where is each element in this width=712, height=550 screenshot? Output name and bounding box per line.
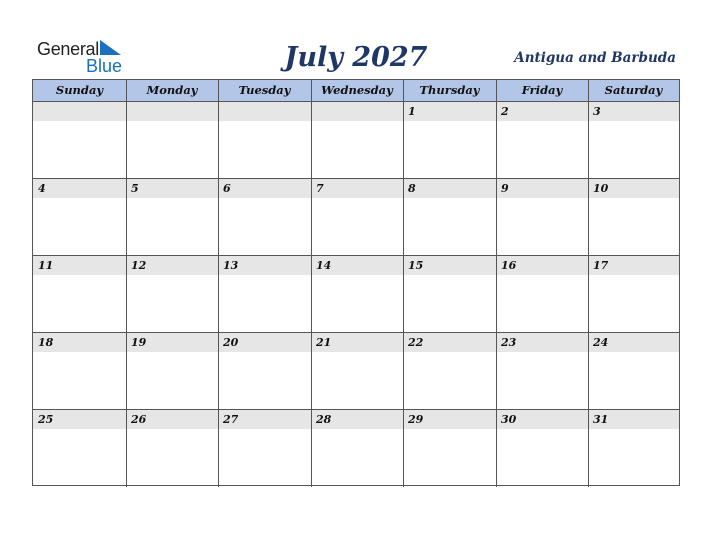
column-divider bbox=[126, 102, 127, 179]
column-divider bbox=[218, 102, 219, 179]
header-divider bbox=[588, 80, 589, 102]
day-number: 26 bbox=[131, 413, 147, 426]
day-number: 22 bbox=[408, 336, 424, 349]
day-cell[interactable] bbox=[588, 410, 679, 487]
column-divider bbox=[588, 256, 589, 333]
day-cell[interactable] bbox=[33, 102, 126, 179]
day-cell[interactable] bbox=[218, 333, 311, 410]
day-cell[interactable] bbox=[126, 410, 218, 487]
day-number: 17 bbox=[593, 259, 609, 272]
logo-text-general: General bbox=[37, 39, 99, 59]
weekday-monday: Monday bbox=[146, 83, 198, 97]
day-number: 15 bbox=[408, 259, 424, 272]
day-cell[interactable] bbox=[403, 179, 496, 256]
day-cell[interactable] bbox=[403, 102, 496, 179]
column-divider bbox=[496, 179, 497, 256]
column-divider bbox=[403, 102, 404, 179]
column-divider bbox=[496, 256, 497, 333]
day-number: 13 bbox=[223, 259, 239, 272]
header-divider bbox=[311, 80, 312, 102]
day-cell[interactable] bbox=[126, 179, 218, 256]
day-number: 31 bbox=[593, 413, 609, 426]
weekday-wednesday: Wednesday bbox=[321, 83, 393, 97]
weekday-header-row bbox=[33, 80, 679, 102]
column-divider bbox=[311, 256, 312, 333]
week-row bbox=[33, 256, 679, 333]
column-divider bbox=[126, 256, 127, 333]
day-number: 1 bbox=[408, 105, 416, 118]
week-row bbox=[33, 179, 679, 256]
day-cell[interactable] bbox=[311, 333, 403, 410]
weekday-saturday: Saturday bbox=[604, 83, 663, 97]
day-cell[interactable] bbox=[218, 256, 311, 333]
day-number: 25 bbox=[38, 413, 54, 426]
day-cell[interactable] bbox=[588, 333, 679, 410]
column-divider bbox=[496, 333, 497, 410]
day-cell[interactable] bbox=[126, 102, 218, 179]
day-cell[interactable] bbox=[403, 256, 496, 333]
day-cell[interactable] bbox=[33, 333, 126, 410]
day-cell[interactable] bbox=[311, 410, 403, 487]
column-divider bbox=[588, 179, 589, 256]
column-divider bbox=[218, 333, 219, 410]
calendar-title: July 2027 bbox=[284, 42, 428, 73]
day-number: 19 bbox=[131, 336, 147, 349]
column-divider bbox=[496, 102, 497, 179]
day-cell[interactable] bbox=[311, 256, 403, 333]
column-divider bbox=[588, 333, 589, 410]
column-divider bbox=[311, 333, 312, 410]
day-number: 30 bbox=[501, 413, 517, 426]
column-divider bbox=[126, 179, 127, 256]
day-number: 16 bbox=[501, 259, 517, 272]
day-number: 21 bbox=[316, 336, 332, 349]
column-divider bbox=[311, 102, 312, 179]
day-cell[interactable] bbox=[33, 179, 126, 256]
day-cell[interactable] bbox=[33, 410, 126, 487]
day-number: 23 bbox=[501, 336, 517, 349]
day-cell[interactable] bbox=[496, 410, 588, 487]
day-number: 29 bbox=[408, 413, 424, 426]
column-divider bbox=[311, 410, 312, 487]
day-cell[interactable] bbox=[496, 333, 588, 410]
header-divider bbox=[218, 80, 219, 102]
week-row bbox=[33, 102, 679, 179]
day-number: 5 bbox=[131, 182, 139, 195]
column-divider bbox=[218, 256, 219, 333]
day-number: 10 bbox=[593, 182, 609, 195]
day-number: 28 bbox=[316, 413, 332, 426]
column-divider bbox=[588, 102, 589, 179]
logo-text-blue: Blue bbox=[86, 56, 123, 76]
day-number: 3 bbox=[593, 105, 601, 118]
day-cell[interactable] bbox=[588, 256, 679, 333]
column-divider bbox=[311, 179, 312, 256]
column-divider bbox=[403, 410, 404, 487]
day-number: 27 bbox=[223, 413, 239, 426]
day-cell[interactable] bbox=[311, 102, 403, 179]
day-cell[interactable] bbox=[33, 256, 126, 333]
day-cell[interactable] bbox=[496, 179, 588, 256]
day-cell[interactable] bbox=[218, 102, 311, 179]
day-number: 9 bbox=[501, 182, 509, 195]
day-cell[interactable] bbox=[126, 256, 218, 333]
day-number: 12 bbox=[131, 259, 147, 272]
column-divider bbox=[218, 410, 219, 487]
day-cell[interactable] bbox=[311, 179, 403, 256]
day-number: 14 bbox=[316, 259, 332, 272]
column-divider bbox=[126, 410, 127, 487]
weekday-sunday: Sunday bbox=[55, 83, 104, 97]
day-cell[interactable] bbox=[403, 333, 496, 410]
day-cell[interactable] bbox=[588, 102, 679, 179]
day-number: 18 bbox=[38, 336, 54, 349]
week-row bbox=[33, 410, 679, 487]
column-divider bbox=[403, 179, 404, 256]
day-number: 4 bbox=[38, 182, 46, 195]
header-divider bbox=[403, 80, 404, 102]
calendar-grid bbox=[32, 79, 680, 486]
column-divider bbox=[588, 410, 589, 487]
day-number: 11 bbox=[38, 259, 54, 272]
day-cell[interactable] bbox=[496, 102, 588, 179]
day-cell[interactable] bbox=[126, 333, 218, 410]
day-number: 6 bbox=[223, 182, 231, 195]
weekday-tuesday: Tuesday bbox=[238, 83, 291, 97]
day-cell[interactable] bbox=[218, 410, 311, 487]
day-number: 2 bbox=[501, 105, 509, 118]
day-cell[interactable] bbox=[588, 179, 679, 256]
day-number: 24 bbox=[593, 336, 609, 349]
column-divider bbox=[218, 179, 219, 256]
column-divider bbox=[126, 333, 127, 410]
header-divider bbox=[126, 80, 127, 102]
day-cell[interactable] bbox=[496, 256, 588, 333]
day-number: 8 bbox=[408, 182, 416, 195]
header-divider bbox=[496, 80, 497, 102]
day-number: 20 bbox=[223, 336, 239, 349]
weekday-thursday: Thursday bbox=[419, 83, 480, 97]
column-divider bbox=[496, 410, 497, 487]
column-divider bbox=[403, 256, 404, 333]
week-row bbox=[33, 333, 679, 410]
weekday-friday: Friday bbox=[521, 83, 563, 97]
day-number: 7 bbox=[316, 182, 324, 195]
day-cell[interactable] bbox=[403, 410, 496, 487]
day-cell[interactable] bbox=[218, 179, 311, 256]
column-divider bbox=[403, 333, 404, 410]
country-name: Antigua and Barbuda bbox=[514, 50, 676, 66]
